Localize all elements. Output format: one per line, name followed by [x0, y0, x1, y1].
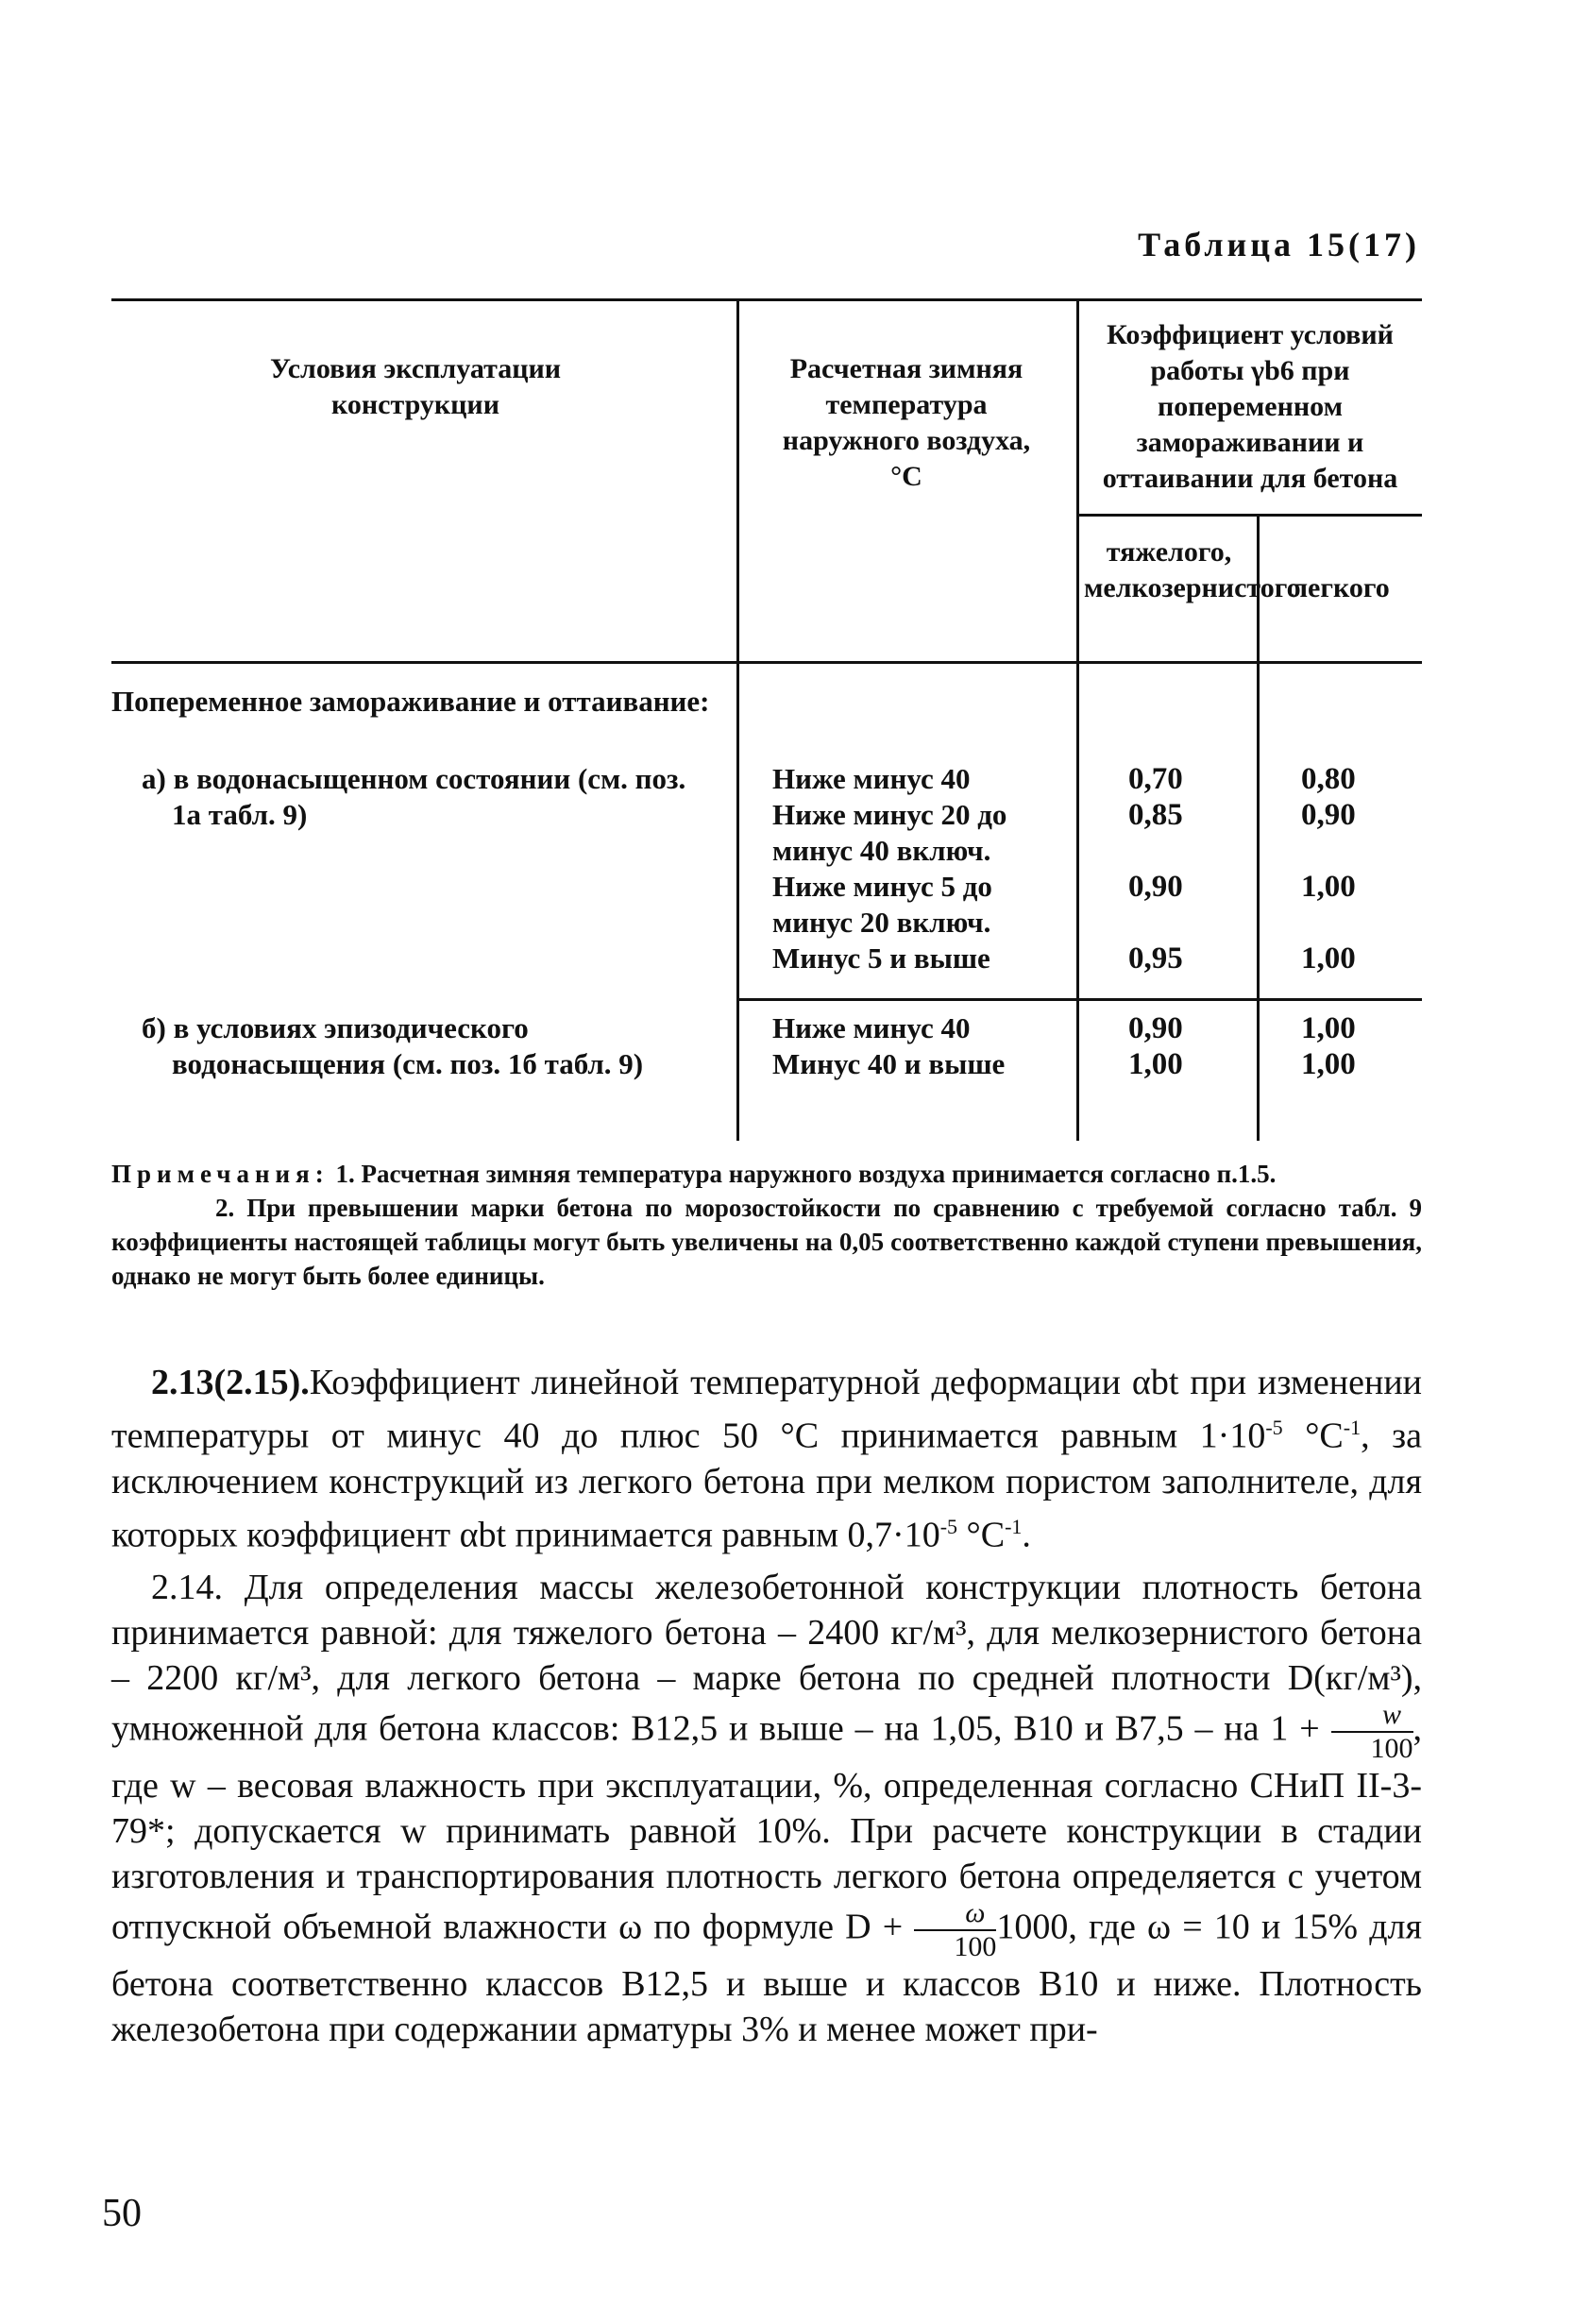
- fraction-2-denominator: 100: [954, 1931, 997, 1963]
- paragraph-2-14-text-a: Для определения массы железобетонной конструкции плотность бетона принимается равной: для тяжелого бетона – 2400 кг/м³, для мелкозернистого бетона – 2200 кг/м³, для легкого бетона – марке бетона по средней плотности D(кг/м³), умноженной для бетона классов: В12,5 и выше – на 1,05, В10 и В7,5 – на 1 +: [111, 1568, 1423, 1750]
- light-a4: 1,00: [1301, 941, 1356, 975]
- light-b1: 1,00: [1301, 1011, 1356, 1045]
- fraction-omega-over-100: [914, 1899, 996, 1961]
- fraction-2-numerator: ω: [914, 1899, 996, 1931]
- light-a2: 0,90: [1301, 798, 1356, 832]
- paragraph-2-13-text-a: Коэффициент линейной температурной деформации αbt при изменении температуры от минус 40 до плюс 50 °С принимается равным 1·10: [111, 1363, 1422, 1456]
- heavy-a4: 0,95: [1128, 941, 1183, 975]
- header-bottom-rule: [111, 661, 1422, 664]
- paragraph-2-14: [111, 1565, 1422, 2052]
- light-a1: 0,80: [1301, 762, 1356, 796]
- notes-heading: Примечания:: [111, 1160, 330, 1188]
- header-conditions: Условия эксплуатации конструкции: [269, 353, 562, 420]
- heavy-a3: 0,90: [1128, 870, 1183, 904]
- group-b-label: б) в условиях эпизодического водонасыщения (см. поз. 1б табл. 9): [142, 1011, 644, 1080]
- heavy-b2: 1,00: [1128, 1047, 1183, 1081]
- temp-a2: Ниже минус 20 до минус 40 включ.: [772, 798, 1007, 867]
- paragraph-2-13-number: 2.13(2.15).: [151, 1363, 310, 1402]
- header-coefficient: Коэффициент условий работы γb6 при попеременном замораживании и оттаивании для бетона: [1102, 319, 1398, 494]
- subheader-rule: [1076, 514, 1422, 517]
- paragraph-2-14-text-b: , где w – весовая влажность при эксплуатации, %, определенная согласно СНиП II-3-79*; допускается w принимать равной 10%. При расчете конструкции в стадии изготовления и транспортирования плотность легкого бетона определяется с учетом отпускной объемной влажности ω по формуле D +: [111, 1709, 1423, 1948]
- light-a3: 1,00: [1301, 870, 1356, 904]
- paragraph-2-13-end: .: [1022, 1515, 1031, 1555]
- temp-a4: Минус 5 и выше: [772, 941, 990, 975]
- header-heavy-concrete: тяжелого, мелкозернистого: [1084, 536, 1301, 603]
- paragraph-2-14-number: 2.14.: [151, 1568, 223, 1608]
- exponent-minus5-a: -5: [1265, 1416, 1283, 1439]
- table-notes: [111, 1157, 1422, 1293]
- temp-b1: Ниже минус 40: [772, 1011, 971, 1044]
- group-a-label: а) в водонасыщенном состоянии (см. поз. 1а табл. 9): [142, 762, 686, 831]
- fraction-1-numerator: w: [1331, 1701, 1413, 1733]
- paragraph-2-13: [111, 1360, 1422, 1557]
- table-top-rule: [111, 298, 1422, 301]
- body-text: [111, 1360, 1422, 2060]
- paragraph-2-13-unit-b: °С: [966, 1515, 1006, 1555]
- header-light-concrete: легкого: [1292, 572, 1390, 603]
- group-divider-rule: [736, 998, 1422, 1001]
- note-1: 1. Расчетная зимняя температура наружного воздуха принимается согласно п.1.5.: [335, 1160, 1277, 1188]
- fraction-1-denominator: 100: [1370, 1733, 1413, 1765]
- col-divider-1: [736, 298, 739, 1141]
- col-divider-2: [1076, 298, 1079, 1141]
- paragraph-2-13-unit-a: °С: [1305, 1416, 1344, 1456]
- temp-b2: Минус 40 и выше: [772, 1047, 1006, 1080]
- fraction-w-over-100: [1331, 1701, 1413, 1763]
- temp-a1: Ниже минус 40: [772, 762, 971, 795]
- note-2: 2. При превышении марки бетона по морозостойкости по сравнению с требуемой согласно табл. 9 коэффициенты настоящей таблицы могут быть увеличены на 0,05 соответственно каждой ступени превышения, однако не могут быть более единицы.: [111, 1194, 1422, 1290]
- exponent-minus1-b: -1: [1005, 1514, 1023, 1538]
- heavy-a2: 0,85: [1128, 798, 1183, 832]
- col-divider-3: [1257, 516, 1260, 1141]
- header-temperature: Расчетная зимняя температура наружного воздуха, °C: [782, 353, 1031, 492]
- paragraph-2-13-text-c: , за исключением конструкций из легкого бетона при мелком пористом заполнителе, для которых коэффициент αbt принимается равным 0,7·10: [111, 1416, 1422, 1555]
- group-title: Попеременное замораживание и оттаивание:: [111, 685, 710, 718]
- light-b2: 1,00: [1301, 1047, 1356, 1081]
- exponent-minus5-b: -5: [939, 1514, 958, 1538]
- heavy-b1: 0,90: [1128, 1011, 1183, 1045]
- paragraph-2-14-text-c: 1000, где ω = 10 и 15% для бетона соответственно классов В12,5 и выше и классов В10 и ниже. Плотность железобетона при содержании арматуры 3% и менее может при-: [111, 1908, 1423, 2050]
- temp-a3: Ниже минус 5 до минус 20 включ.: [772, 870, 992, 939]
- table-title: Таблица 15(17): [1138, 226, 1420, 263]
- page-number: 50: [102, 2192, 142, 2235]
- heavy-a1: 0,70: [1128, 762, 1183, 796]
- exponent-minus1-a: -1: [1343, 1416, 1362, 1439]
